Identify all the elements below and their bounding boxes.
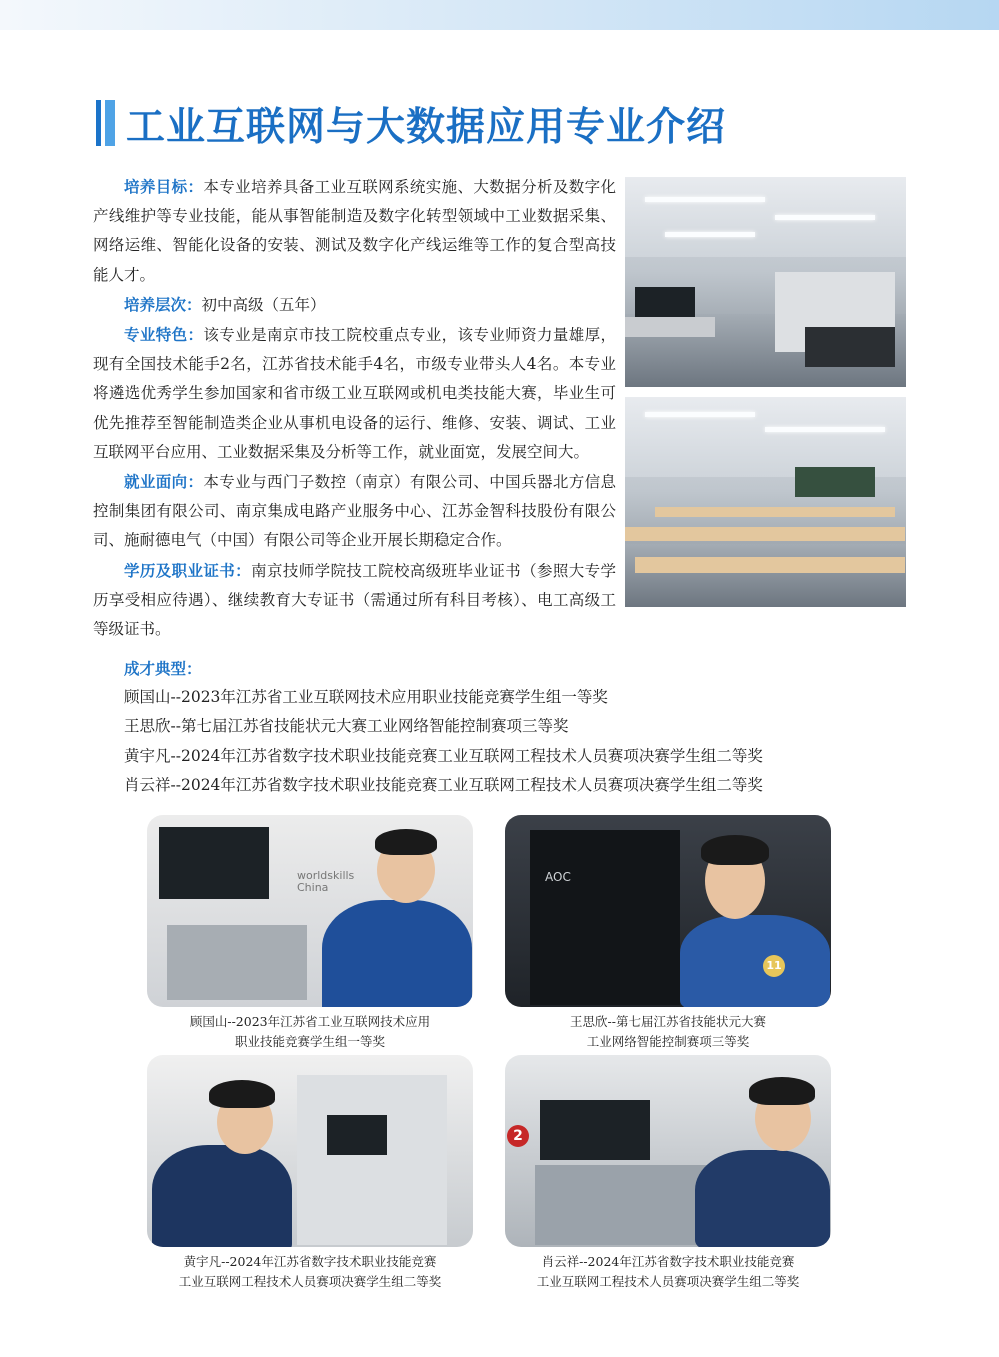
photo-caption	[150, 1252, 470, 1292]
competition-photo-3	[147, 1055, 473, 1247]
section-label: 培养目标：	[124, 177, 204, 196]
typical-item: 顾国山--2023年江苏省工业互联网技术应用职业技能竞赛学生组一等奖	[124, 688, 608, 707]
classroom-photo-1	[625, 177, 906, 387]
competition-photo-4	[505, 1055, 831, 1247]
typicals-label: 成才典型：	[124, 659, 202, 678]
typical-item: 黄宇凡--2024年江苏省数字技术职业技能竞赛工业互联网工程技术人员赛项决赛学生组二等奖	[124, 746, 763, 765]
caption-line: 工业互联网工程技术人员赛项决赛学生组二等奖	[178, 1274, 442, 1289]
top-gradient-bar	[0, 0, 999, 30]
section-text: 南京技师学院技工院校高级班毕业证书（参照大专学历享受相应待遇）、继续教育大专证书（需通过所有科目考核）、电工高级工等级证书。	[93, 561, 616, 639]
caption-line: 王思欣--第七届江苏省技能状元大赛	[570, 1014, 766, 1029]
photo-caption	[150, 1012, 470, 1052]
section-employment	[93, 467, 616, 556]
section-label: 就业面向：	[124, 472, 204, 492]
section-label: 培养层次：	[124, 294, 202, 314]
section-label: 专业特色：	[124, 325, 204, 345]
section-certificate	[93, 556, 616, 645]
participant-badge: 11	[763, 955, 785, 977]
caption-line: 肖云祥--2024年江苏省数字技术职业技能竞赛	[541, 1254, 795, 1269]
monitor-brand: AOC	[545, 870, 571, 884]
section-text: 本专业培养具备工业互联网系统实施、大数据分析及数字化产线维护等专业技能，能从事智能制造及数字化转型领域中工业数据采集、网络运维、智能化设备的安装、测试及数字化产线运维等工作的复合型高技能人才。	[93, 178, 616, 284]
caption-line: 顾国山--2023年江苏省工业互联网技术应用	[189, 1014, 431, 1029]
photo-caption	[508, 1252, 828, 1292]
intro-body	[93, 172, 616, 644]
typical-item: 王思欣--第七届江苏省技能状元大赛工业网络智能控制赛项三等奖	[124, 717, 569, 736]
station-number: 2	[507, 1125, 529, 1147]
caption-line: 职业技能竞赛学生组一等奖	[234, 1034, 385, 1049]
section-label: 学历及职业证书：	[124, 560, 252, 580]
title-accent-bar	[96, 100, 101, 146]
photo-caption	[508, 1012, 828, 1052]
competition-photo-1	[147, 815, 473, 1007]
classroom-photo-2	[625, 397, 906, 607]
title-accent-bar-light	[105, 100, 115, 146]
caption-line: 黄宇凡--2024年江苏省数字技术职业技能竞赛	[183, 1254, 437, 1269]
section-goal	[93, 172, 616, 290]
caption-line: 工业网络智能控制赛项三等奖	[586, 1034, 750, 1049]
page-title: 工业互联网与大数据应用专业介绍	[126, 105, 727, 150]
section-text: 初中高级（五年）	[201, 295, 326, 314]
section-level	[93, 290, 616, 320]
typicals-block	[93, 654, 763, 800]
section-text: 本专业与西门子数控（南京）有限公司、中国兵器北方信息控制集团有限公司、南京集成电路产业服务中心、江苏金智科技股份有限公司、施耐德电气（中国）有限公司等企业开展长期稳定合作。	[93, 473, 616, 550]
caption-line: 工业互联网工程技术人员赛项决赛学生组二等奖	[536, 1274, 800, 1289]
section-text: 该专业是南京市技工院校重点专业，该专业师资力量雄厚，现有全国技术能手2名，江苏省技术能手4名，市级专业带头人4名。本专业将遴选优秀学生参加国家和省市级工业互联网或机电类技能大赛，毕业生可优先推荐至智能制造类企业从事机电设备的运行、维修、安装、调试、工业互联网平台应用、工业数据采集及分析等工作，就业面宽，发展空间大。	[93, 326, 616, 461]
worldskills-sign: worldskills China	[297, 869, 355, 894]
section-feature	[93, 320, 616, 467]
competition-photo-2	[505, 815, 831, 1007]
typical-item: 肖云祥--2024年江苏省数字技术职业技能竞赛工业互联网工程技术人员赛项决赛学生组二等奖	[124, 775, 763, 794]
